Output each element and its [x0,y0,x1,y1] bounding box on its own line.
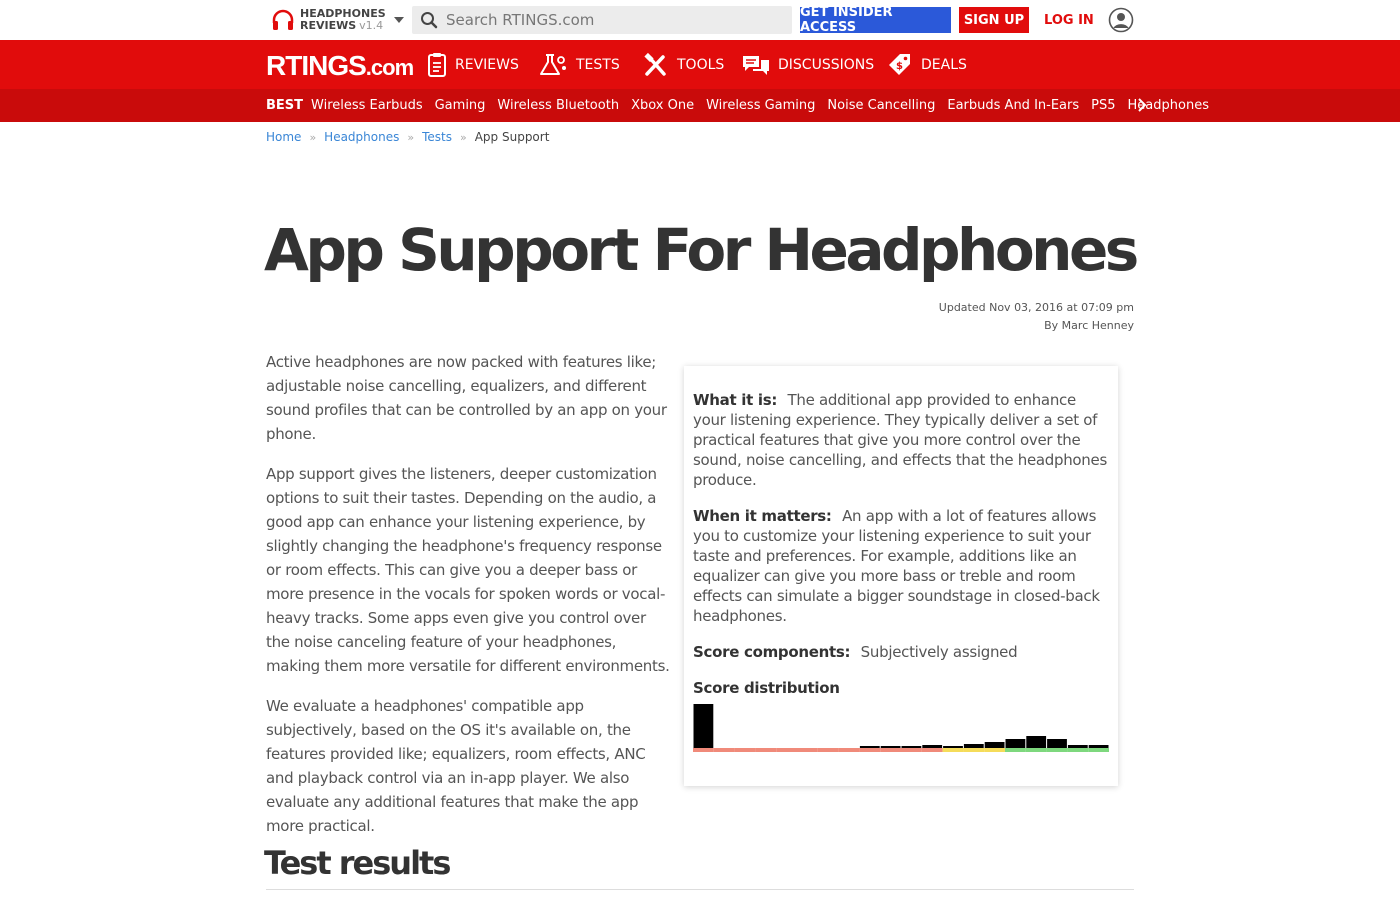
nav-tests[interactable]: TESTS [538,51,620,79]
nav-discussions[interactable]: DISCUSSIONS [742,51,874,79]
chevron-right-icon[interactable] [1134,97,1150,113]
score-band [1005,748,1026,752]
score-band [735,748,756,752]
score-band [755,748,776,752]
distribution-bar [1068,745,1088,748]
search-icon [420,11,438,29]
subnav-item[interactable]: Wireless Earbuds [311,98,423,113]
tools-icon [643,53,669,77]
reviews-icon [427,52,447,78]
when-it-matters: When it matters: An app with a lot of features allows you to customize your listening experience to suit your taste and preferences. For example, additions like an equalizer can give you more bass or treble and room effects can simulate a bigger soundstage in closed-back headphones. [693,507,1100,625]
subnav-item[interactable]: Headphones [1127,98,1209,113]
what-it-is: What it is: The additional app provided to enhance your listening experience. They typically deliver a set of practical features that give you more control over the sound, noise cancelling, and effects that the headphones produce. [693,391,1107,489]
top-bar [0,0,1400,40]
intro-paragraph: Active headphones are now packed with features like; adjustable noise cancelling, equalizers, and different sound profiles that can be controlled by an app on your phone. [266,353,667,443]
divider [266,889,1134,890]
distribution-bar [1089,745,1109,748]
score-band [901,748,922,752]
distribution-bar [922,745,942,748]
distribution-bar [943,746,963,748]
best-subnav [0,89,1400,122]
sign-up-button[interactable]: SIGN UP [959,7,1029,33]
test-info-box [684,366,1118,786]
breadcrumb-headphones[interactable]: Headphones [324,130,400,144]
breadcrumb-separator-icon: » [407,130,415,144]
search-bar[interactable] [412,6,792,34]
score-band [714,748,735,752]
nav-tools[interactable]: TOOLS [643,51,724,79]
score-band [963,748,984,752]
subnav-item[interactable]: Earbuds And In-Ears [947,98,1080,113]
score-components: Score components: Subjectively assigned [693,643,1018,661]
score-band [1088,748,1109,752]
score-distribution-title: Score distribution [693,679,840,697]
distribution-bar [964,744,984,748]
breadcrumb-separator-icon: » [459,130,467,144]
article-meta [939,299,1134,335]
headphones-icon [270,7,296,33]
score-distribution-chart [693,704,1109,752]
score-band [818,748,839,752]
score-band [1047,748,1068,752]
page-title: App Support For Headphones [264,216,1136,284]
score-band [693,748,714,752]
best-label: BEST [266,98,304,113]
version-label: v1.4 [359,19,384,32]
best-subnav-list [266,89,1209,122]
distribution-bar [860,746,880,748]
distribution-bar [902,746,922,748]
distribution-bar [1026,736,1046,748]
intro-paragraph: App support gives the listeners, deeper customization options to suit their tastes. Depending on the audio, a good app can enhance your listening experience, by slightly changing the headphone's frequency response or room effects. This can give you a deeper bass or more presence in the vocals for spoken words or vocal-heavy tracks. Some apps even give you control over the noise canceling feature of your headphones, making them more versatile for different environments. [266,465,670,675]
subnav-item[interactable]: Gaming [434,98,486,113]
breadcrumb-separator-icon: » [309,130,317,144]
breadcrumb-current: App Support [474,130,550,144]
author-byline[interactable]: By Marc Henney [1044,319,1134,332]
subnav-item[interactable]: Noise Cancelling [827,98,936,113]
score-band [943,748,964,752]
score-band [922,748,943,752]
nav-reviews[interactable]: REVIEWS [427,51,519,79]
log-in-button[interactable]: LOG IN [1044,12,1094,28]
distribution-bar [985,742,1005,748]
deals-icon [887,52,913,78]
product-selector[interactable] [270,6,404,34]
updated-date: Updated Nov 03, 2016 at 07:09 pm [938,301,1134,314]
test-results-heading: Test results [264,844,450,882]
search-input[interactable] [446,11,766,29]
score-band [797,748,818,752]
breadcrumb [266,129,549,145]
score-band [776,748,797,752]
breadcrumb-tests[interactable]: Tests [422,130,452,144]
score-band [1067,748,1088,752]
user-account-icon[interactable] [1108,7,1134,33]
main-nav [0,40,1400,89]
intro-text [266,350,670,854]
discussions-icon [742,53,770,77]
intro-paragraph: We evaluate a headphones' compatible app subjectively, based on the OS it's available on, the features provided like; equalizers, room effects, ANC and playback control via an in-app player. We also evaluate any additional features that make the app more practical. [266,697,646,835]
score-band [984,748,1005,752]
score-band [839,748,860,752]
subnav-item[interactable]: Wireless Gaming [706,98,816,113]
breadcrumb-home[interactable]: Home [266,130,302,144]
nav-deals[interactable]: $ DEALS [887,51,967,79]
flask-icon [538,53,568,77]
chevron-down-icon [394,17,404,23]
subnav-item[interactable]: PS5 [1091,98,1116,113]
subnav-item[interactable]: Wireless Bluetooth [497,98,620,113]
distribution-bar [881,746,901,748]
score-band [880,748,901,752]
distribution-bar [694,704,714,748]
svg-text:$: $ [896,61,903,72]
product-name: HEADPHONES REVIEWS v1.4 [300,7,386,32]
get-insider-access-button[interactable]: GET INSIDER ACCESS [800,7,951,33]
score-band [1026,748,1047,752]
subnav-item[interactable]: Xbox One [631,98,695,113]
distribution-bar [1047,739,1067,748]
distribution-bar [1006,739,1026,748]
rtings-logo[interactable]: RTINGS.com [266,50,414,81]
score-band [859,748,880,752]
